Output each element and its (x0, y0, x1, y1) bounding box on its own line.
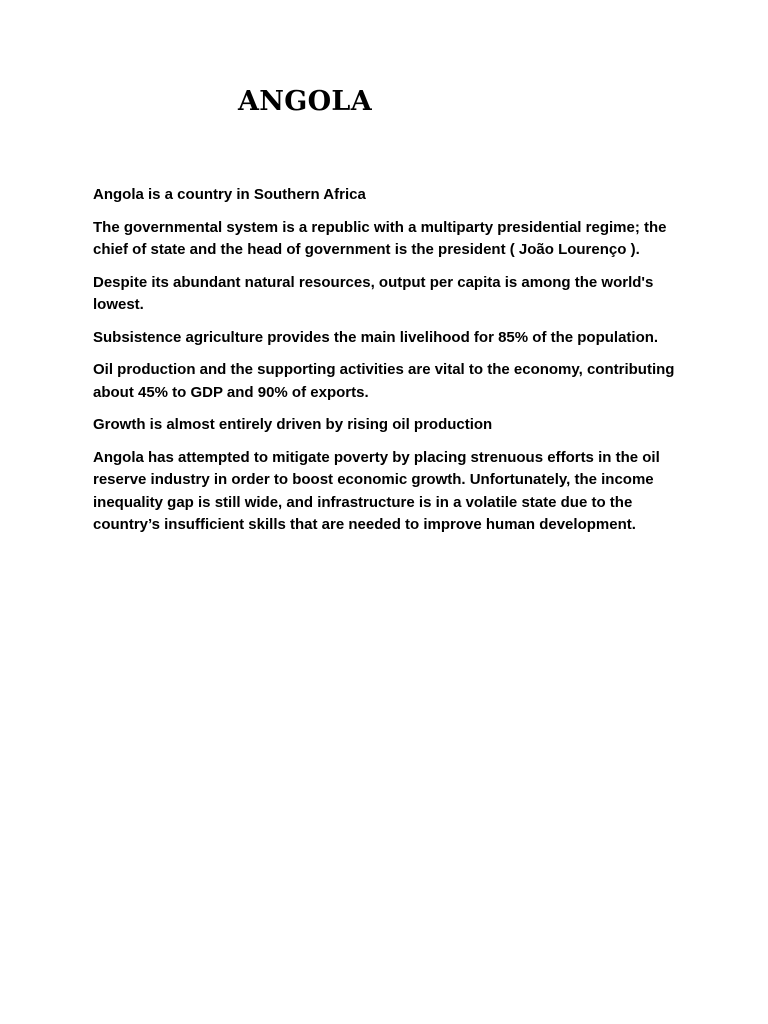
paragraph-location: Angola is a country in Southern Africa (93, 186, 366, 203)
paragraph-government: The governmental system is a republic with a multiparty presidential regime; the chief of state and the head of government is the president ( João Lourenço ). (93, 218, 667, 258)
document-title: ANGOLA (238, 86, 372, 117)
paragraph-poverty: Angola has attempted to mitigate poverty by placing strenuous efforts in the oil reserve industry in order to boost economic growth. Unfortunately, the income inequality gap is still wide, and infrastructure is in a volatile state due to the country’s insufficient skills that are needed to improve human development. (93, 448, 660, 533)
document-body (93, 184, 683, 547)
paragraph-output: Despite its abundant natural resources, output per capita is among the world's lowest. (93, 273, 654, 313)
paragraph-agriculture: Subsistence agriculture provides the main livelihood for 85% of the population. (93, 328, 659, 346)
paragraph-growth: Growth is almost entirely driven by rising oil production (93, 416, 493, 433)
paragraph-oil-production: Oil production and the supporting activities are vital to the economy, contributing about 45% to GDP and 90% of exports. (93, 361, 675, 401)
